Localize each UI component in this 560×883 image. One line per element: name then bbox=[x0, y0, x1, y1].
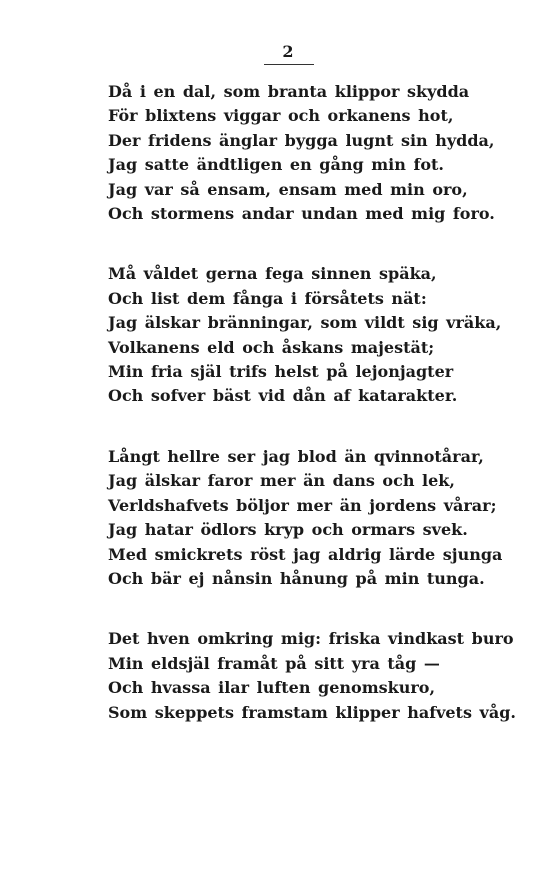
poem-line: Volkanens eld och åskans majestät; bbox=[108, 337, 435, 357]
poem-line: Och bär ej nånsin hånung på min tunga. bbox=[108, 568, 485, 588]
poem-line: Jag älskar faror mer än dans och lek, bbox=[108, 471, 455, 491]
stanza-1 bbox=[108, 80, 495, 226]
poem-line: Och stormens andar undan med mig foro. bbox=[108, 204, 495, 224]
poem-line: Min fria själ trifs helst på lejonjagter bbox=[108, 362, 454, 382]
poem-line: Med smickrets röst jag aldrig lärde sjunga bbox=[108, 544, 503, 564]
poem-line: Som skeppets framstam klipper hafvets våg. bbox=[108, 702, 516, 722]
poem-line: Långt hellre ser jag blod än qvinnotårar, bbox=[108, 446, 484, 466]
stanza-3 bbox=[108, 445, 503, 591]
poem-line: Må våldet gerna fega sinnen späka, bbox=[108, 264, 437, 284]
stanza-2 bbox=[108, 262, 502, 408]
page-number: 2 bbox=[282, 42, 294, 61]
poem-line: Jag hatar ödlors kryp och ormars svek. bbox=[108, 520, 468, 540]
poem-line: För blixtens viggar och orkanens hot, bbox=[108, 106, 454, 126]
poem-line: Min eldsjäl framåt på sitt yra tåg — bbox=[108, 653, 440, 673]
poem-line: Och hvassa ilar luften genomskuro, bbox=[108, 678, 436, 698]
poem bbox=[108, 80, 516, 761]
poem-line: Jag älskar bränningar, som vildt sig vräka, bbox=[108, 313, 502, 333]
page-number-rule bbox=[264, 64, 314, 65]
poem-line: Jag satte ändtligen en gång min fot. bbox=[108, 155, 444, 175]
poem-line: Jag var så ensam, ensam med min oro, bbox=[108, 179, 468, 199]
poem-line: Der fridens änglar bygga lugnt sin hydda, bbox=[108, 130, 495, 150]
poem-line: Det hven omkring mig: friska vindkast buro bbox=[108, 629, 514, 649]
poem-line: Verldshafvets böljor mer än jordens vårar; bbox=[108, 495, 497, 515]
poem-line: Och list dem fånga i försåtets nät: bbox=[108, 288, 427, 308]
poem-line: Då i en dal, som branta klippor skydda bbox=[108, 82, 470, 101]
stanza-4 bbox=[108, 627, 516, 725]
poem-line: Och sofver bäst vid dån af katarakter. bbox=[108, 386, 458, 406]
